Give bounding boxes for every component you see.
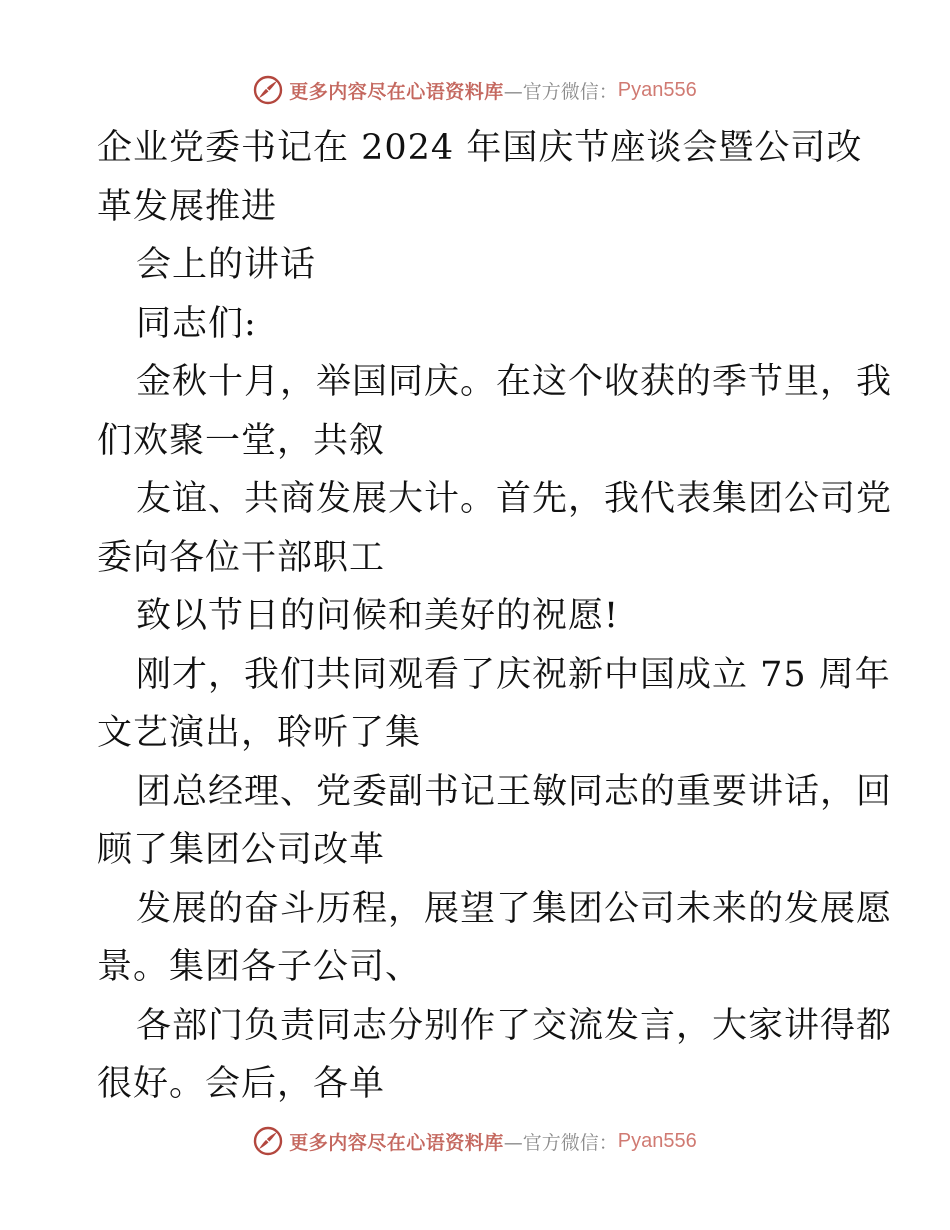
header-banner	[0, 70, 950, 110]
paragraph-line: 刚才，我们共同观看了庆祝新中国成立 75 周年	[136, 654, 891, 695]
document-body	[97, 119, 893, 1114]
paragraph-line: 景。集团各子公司、	[97, 947, 422, 987]
paragraph-line: 很好。会后，各单	[97, 1064, 386, 1104]
title-line-2: 革发展推进	[97, 186, 278, 227]
paragraph-line: 金秋十月，举国同庆。在这个收获的季节里，我	[136, 362, 893, 402]
banner-wechat-label: —官方微信：	[503, 80, 618, 103]
paragraph-line: 各部门负责同志分别作了交流发言，大家讲得都	[136, 1005, 893, 1046]
title-line-3: 会上的讲话	[136, 245, 317, 285]
paragraph-line: 发展的奋斗历程，展望了集团公司未来的发展愿	[136, 888, 893, 929]
paragraph-line: 顾了集团公司改革	[97, 830, 386, 870]
banner-site-name: 更多内容尽在心语资料库	[289, 1131, 504, 1154]
paragraph-line: 们欢聚一堂，共叙	[97, 420, 386, 461]
banner-site-name: 更多内容尽在心语资料库	[289, 80, 504, 103]
paragraph-line: 文艺演出，聆听了集	[97, 713, 422, 753]
title-line-1: 企业党委书记在 2024 年国庆节座谈会暨公司改	[97, 128, 863, 168]
paragraph-line: 友谊、共商发展大计。首先，我代表集团公司党	[136, 479, 893, 519]
paragraph-line: 致以节日的问候和美好的祝愿!	[136, 596, 620, 636]
paragraph-line: 团总经理、党委副书记王敏同志的重要讲话，回	[136, 771, 893, 812]
quill-logo-icon	[253, 1126, 283, 1156]
paragraph-line: 委向各位干部职工	[97, 537, 386, 578]
footer-banner	[0, 1121, 950, 1161]
quill-logo-icon	[253, 75, 283, 105]
banner-wechat-label: —官方微信：	[503, 1131, 618, 1154]
salutation: 同志们:	[136, 303, 257, 344]
banner-wechat-id: Pyan556	[617, 78, 697, 101]
banner-wechat-id: Pyan556	[617, 1129, 697, 1152]
